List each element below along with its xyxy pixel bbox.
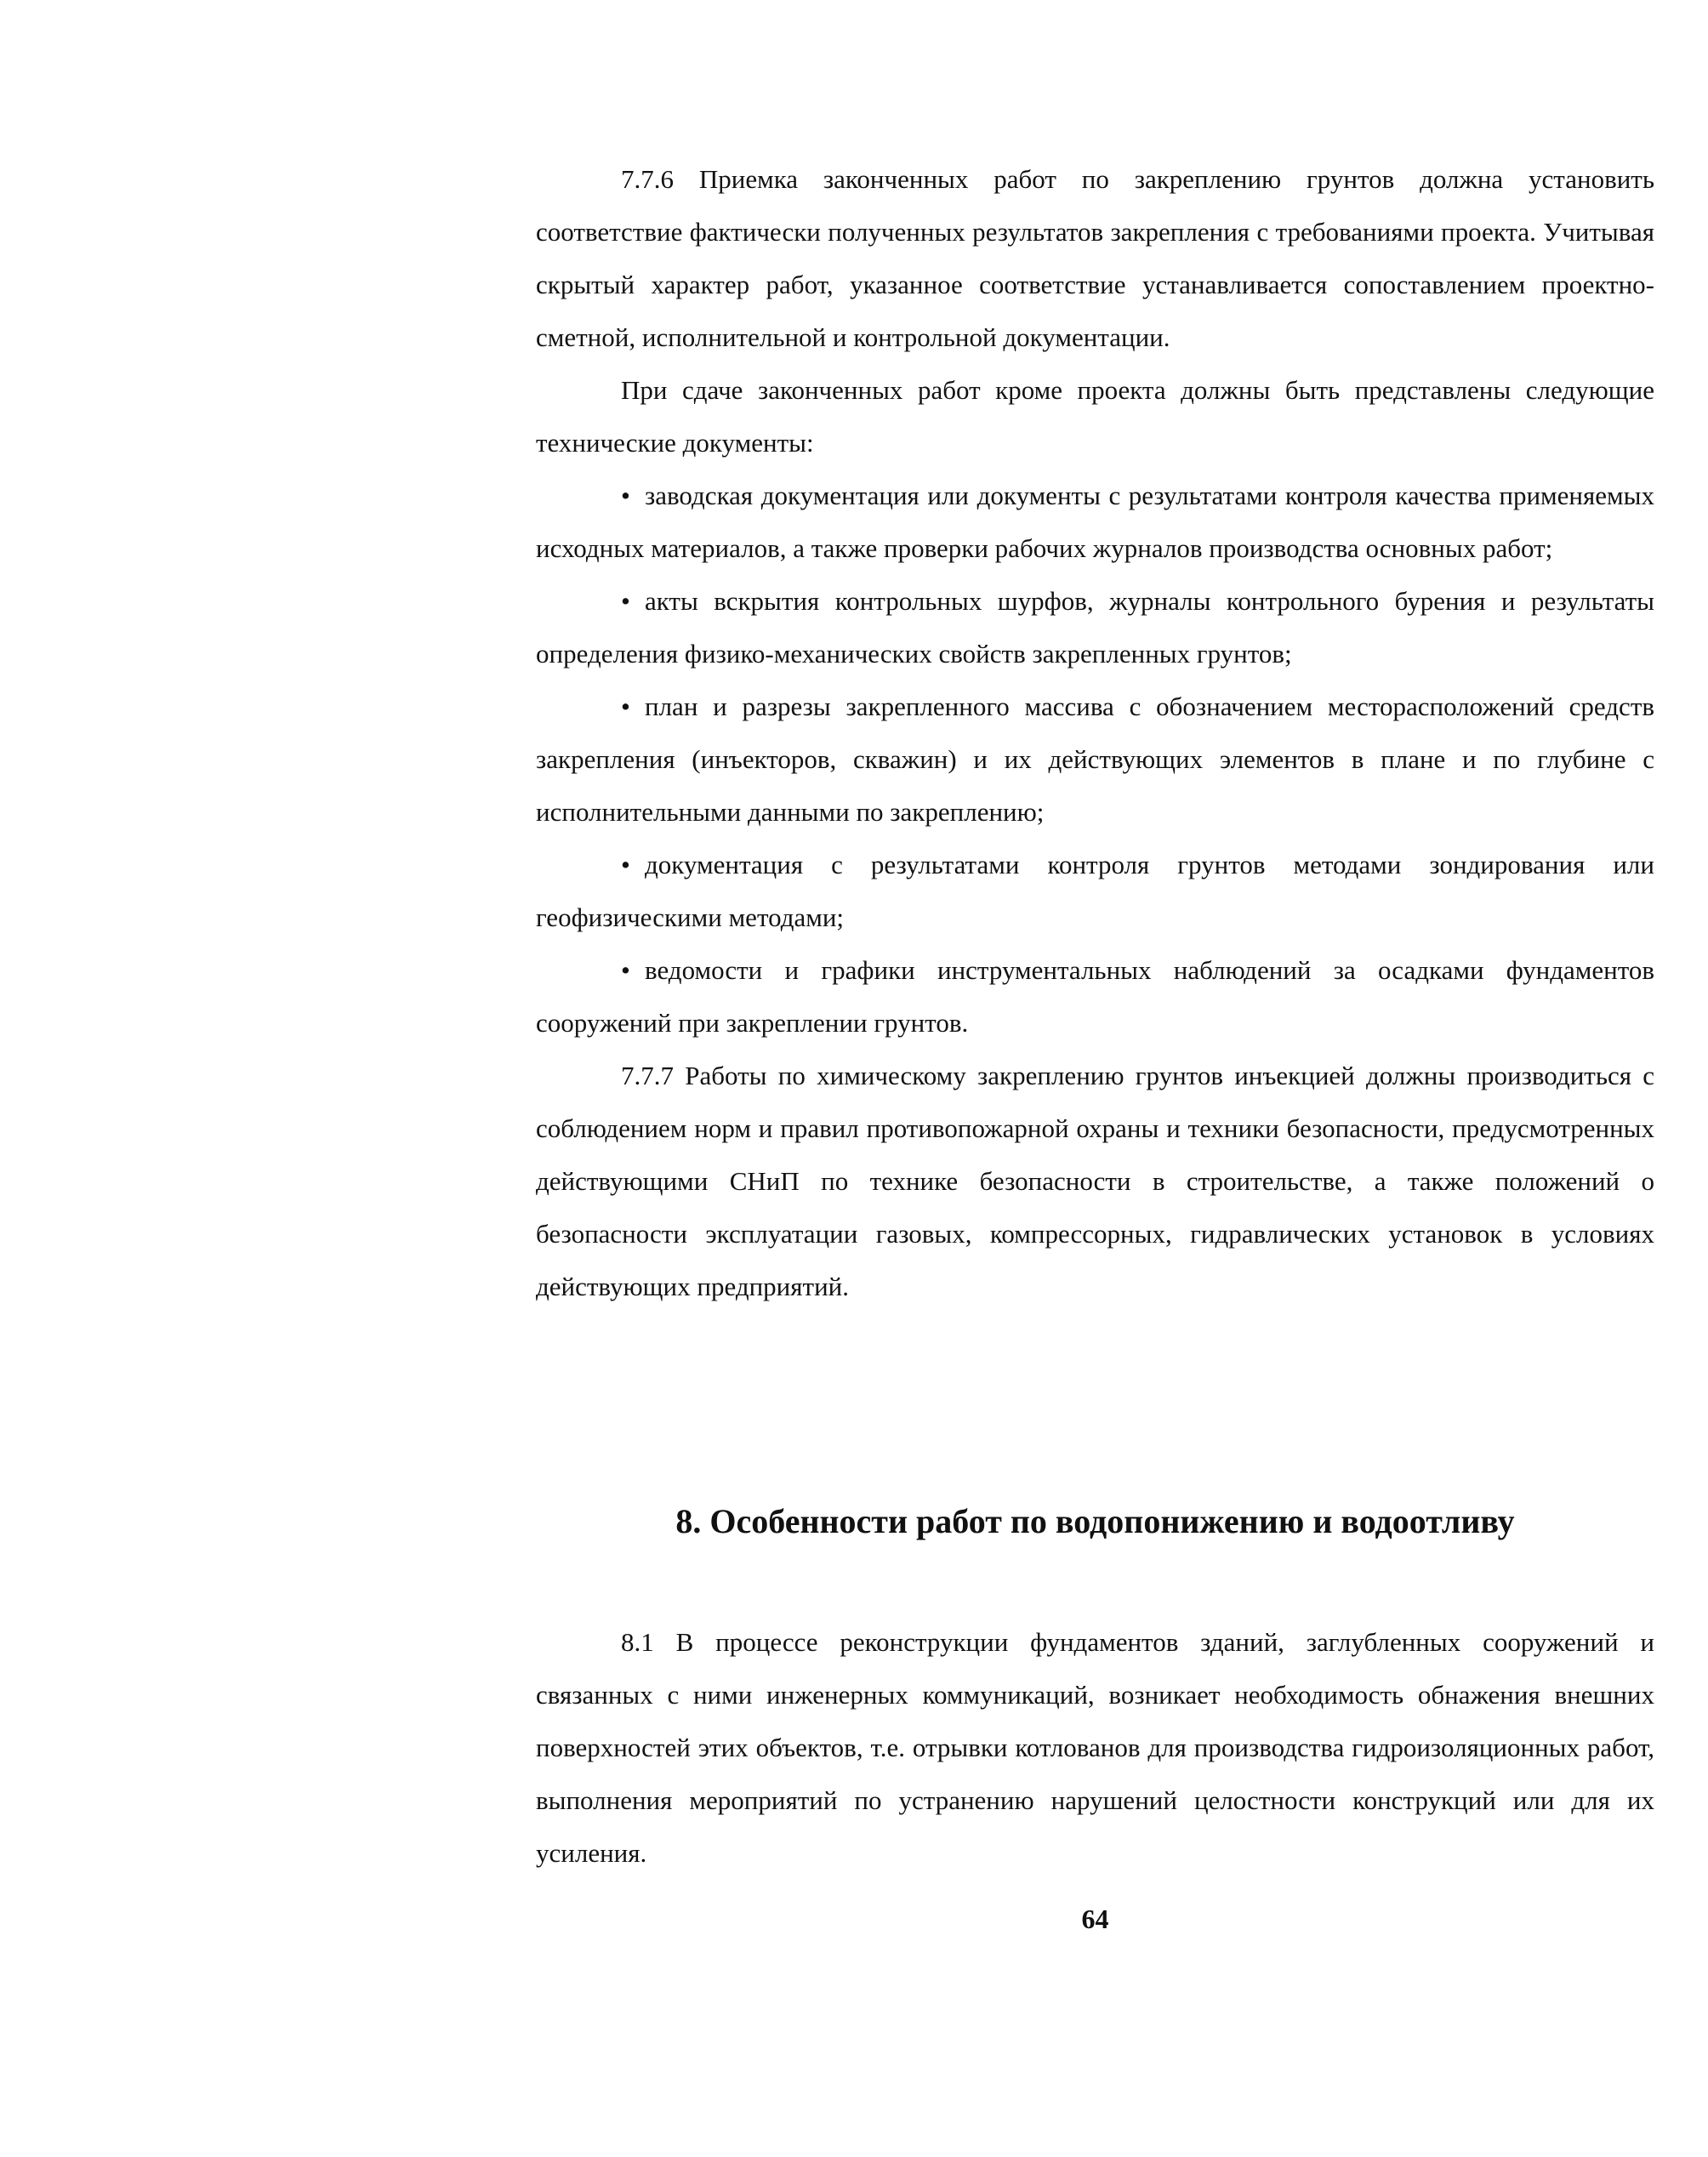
bullet-icon: • bbox=[621, 481, 630, 510]
bullet-icon: • bbox=[621, 955, 630, 985]
list-item bbox=[536, 944, 1654, 1050]
list-item bbox=[536, 470, 1654, 575]
list-item-text: документация с результатами контроля грунтов методами зондирования или геофизическими методами; bbox=[536, 850, 1654, 932]
list-item bbox=[536, 680, 1654, 839]
bullet-icon: • bbox=[621, 691, 630, 721]
paragraph-7-7-6: 7.7.6 Приемка законченных работ по закреплению грунтов должна установить соответствие фактически полученных результатов закрепления с требованиями проекта. Учитывая скрытый характер работ, указанное соответствие устанавливается сопоставлением проектно-сметной, исполнительной и контрольной документации. bbox=[536, 164, 1654, 352]
bullet-icon: • bbox=[621, 586, 630, 616]
section-7-7-6-block bbox=[536, 153, 1654, 1313]
list-item-text: акты вскрытия контрольных шурфов, журналы контрольного бурения и результаты определения физико-механических свойств закрепленных грунтов; bbox=[536, 586, 1654, 669]
list-item bbox=[536, 839, 1654, 944]
list-item-text: план и разрезы закрепленного массива с обозначением месторасположений средств закрепления (инъекторов, скважин) и их действующих элементов в плане и по глубине с исполнительными данными по закреплению; bbox=[536, 691, 1654, 827]
page-number: 64 bbox=[1081, 1904, 1109, 1934]
bullet-icon: • bbox=[621, 850, 630, 879]
list-item-text: заводская документация или документы с результатами контроля качества применяемых исходных материалов, а также проверки рабочих журналов производства основных работ; bbox=[536, 481, 1654, 563]
section-8-heading: 8. Особенности работ по водопонижению и водоотливу bbox=[675, 1502, 1515, 1540]
list-item bbox=[536, 575, 1654, 680]
paragraph-7-7-7: 7.7.7 Работы по химическому закреплению грунтов инъекцией должны производиться с соблюдением норм и правил противопожарной охраны и техники безопасности, предусмотренных действующими СНиП по технике безопасности в строительстве, а также положений о безопасности эксплуатации газовых, компрессорных, гидравлических установок в условиях действующих предприятий. bbox=[536, 1061, 1654, 1301]
paragraph-documents-intro: При сдаче законченных работ кроме проекта должны быть представлены следующие технические документы: bbox=[536, 375, 1654, 458]
paragraph-8-1: 8.1 В процессе реконструкции фундаментов зданий, заглубленных сооружений и связанных с ними инженерных коммуникаций, возникает необходимость обнажения внешних поверхностей этих объектов, т.е. отрывки котлованов для производства гидроизоляционных работ, выполнения мероприятий по устранению нарушений целостности конструкций или для их усиления. bbox=[536, 1627, 1654, 1868]
section-8-block bbox=[536, 1616, 1654, 1880]
list-item-text: ведомости и графики инструментальных наблюдений за осадками фундаментов сооружений при закреплении грунтов. bbox=[536, 955, 1654, 1038]
